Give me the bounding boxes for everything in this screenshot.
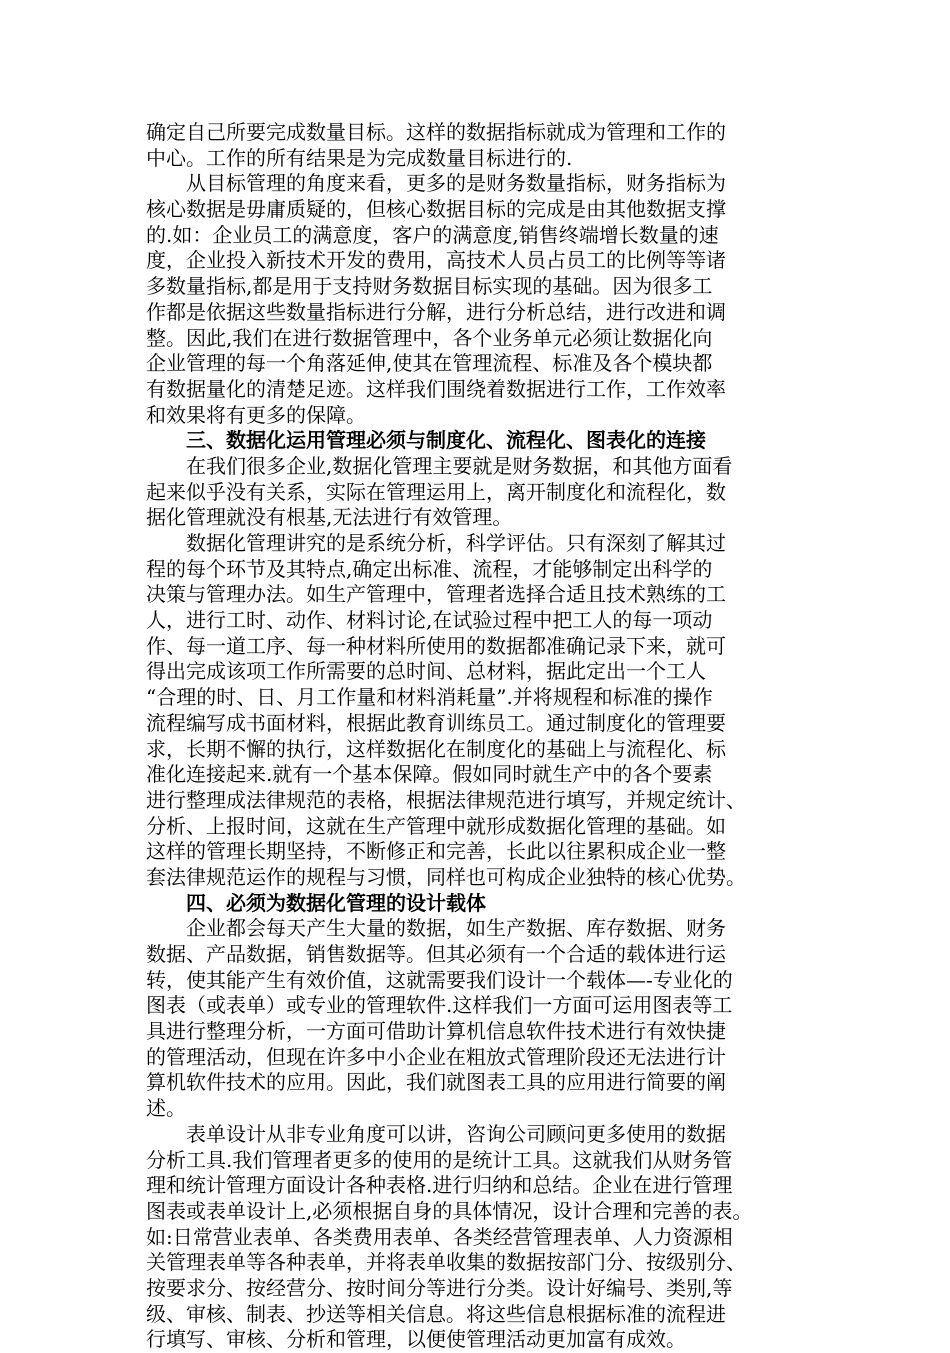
paragraph-line: 企业管理的每一个角落延伸,使其在管理流程、标准及各个模块都 [146, 351, 713, 376]
paragraph-line: 中心。工作的所有结果是为完成数量目标进行的. [146, 145, 573, 170]
paragraph-line: 分析工具.我们管理者更多的使用的是统计工具。这就我们从财务管 [146, 1147, 733, 1172]
paragraph-line: 图表（或表单）或专业的管理软件.这样我们一方面可运用图表等工 [146, 993, 733, 1018]
paragraph-line: 数据化管理讲究的是系统分析，科学评估。只有深刻了解其过 [186, 531, 726, 555]
paragraph-line: 这样的管理长期坚持，不断修正和完善，长此以往累积成企业一整 [146, 839, 726, 864]
paragraph-line: 核心数据是毋庸质疑的，但核心数据目标的完成是由其他数据支撑 [146, 197, 726, 222]
paragraph-line: 按要求分、按经营分、按时间分等进行分类。设计好编号、类别,等 [146, 1275, 733, 1300]
paragraph-line: 有数据量化的清楚足迹。这样我们围绕着数据进行工作，工作效率 [146, 376, 726, 401]
paragraph-line: 的管理活动，但现在许多中小企业在粗放式管理阶段还无法进行计 [146, 1044, 726, 1069]
paragraph-line: 起来似乎没有关系，实际在管理运用上，离开制度化和流程化，数 [146, 479, 726, 504]
document-body [146, 120, 818, 1353]
paragraph-line: 关管理表单等各种表单，并将表单收集的数据按部门分、按级别分、 [146, 1250, 746, 1275]
paragraph-line: 整。因此,我们在进行数据管理中，各个业务单元必须让数据化向 [146, 325, 713, 350]
paragraph-line: 流程编写成书面材料，根据此教育训练员工。通过制度化的管理要 [146, 710, 726, 735]
paragraph-line: 度，企业投入新技术开发的费用，高技术人员占员工的比例等等诸 [146, 248, 726, 273]
paragraph-line: 和效果将有更多的保障。 [146, 402, 366, 427]
paragraph-line: 理和统计管理方面设计各种表格.进行归纳和总结。企业在进行管理 [146, 1173, 733, 1198]
paragraph-line: 作、每一道工序、每一种材料所使用的数据都准确记录下来，就可 [146, 633, 726, 658]
paragraph-line: 级、审核、制表、抄送等相关信息。将这些信息根据标准的流程进 [146, 1301, 726, 1326]
paragraph-line: 程的每个环节及其特点,确定出标准、流程，才能够制定出科学的 [146, 556, 713, 581]
paragraph-line: 表单设计从非专业角度可以讲，咨询公司顾问更多使用的数据 [186, 1121, 726, 1146]
paragraph-line: 据化管理就没有根基,无法进行有效管理。 [146, 505, 513, 530]
paragraph-line: 套法律规范运作的规程与习惯，同样也可构成企业独特的核心优势。 [146, 864, 746, 889]
paragraph-line: 具进行整理分析，一方面可借助计算机信息软件技术进行有效快捷 [146, 1019, 726, 1044]
paragraph-line: 行填写、审核、分析和管理，以便使管理活动更加富有成效。 [146, 1327, 686, 1352]
paragraph-line: 的.如：企业员工的满意度，客户的满意度,销售终端增长数量的速 [146, 222, 719, 247]
paragraph-line: 确定自己所要完成数量目标。这样的数据指标就成为管理和工作的 [146, 120, 726, 144]
paragraph-line: 人，进行工时、动作、材料讨论,在试验过程中把工人的每一项动 [146, 608, 713, 633]
paragraph-line: 多数量指标,都是用于支持财务数据目标实现的基础。因为很多工 [146, 274, 713, 299]
paragraph-line: 述。 [146, 1096, 186, 1121]
paragraph-line: 分析、上报时间，这就在生产管理中就形成数据化管理的基础。如 [146, 813, 726, 838]
section-heading: 三、数据化运用管理必须与制度化、流程化、图表化的连接 [186, 428, 706, 453]
paragraph-line: 从目标管理的角度来看，更多的是财务数量指标，财务指标为 [186, 171, 726, 196]
paragraph-line: 在我们很多企业,数据化管理主要就是财务数据，和其他方面看 [186, 453, 733, 478]
paragraph-line: 企业都会每天产生大量的数据，如生产数据、库存数据、财务 [186, 916, 726, 941]
paragraph-line: “合理的时、日、月工作量和材料消耗量”.并将规程和标准的操作 [146, 685, 713, 710]
paragraph-line: 数据、产品数据，销售数据等。但其必须有一个合适的载体进行运 [146, 942, 726, 966]
paragraph-line: 得出完成该项工作所需要的总时间、总材料，据此定出一个工人 [146, 659, 706, 684]
paragraph-line: 转，使其能产生有效价值，这就需要我们设计一个载体—-专业化的 [146, 967, 733, 992]
paragraph-line: 图表或表单设计上,必须根据自身的具体情况，设计合理和完善的表。 [146, 1198, 753, 1223]
paragraph-line: 决策与管理办法。如生产管理中，管理者选择合适且技术熟练的工 [146, 582, 726, 607]
section-heading: 四、必须为数据化管理的设计载体 [186, 890, 486, 915]
paragraph-line: 求，长期不懈的执行，这样数据化在制度化的基础上与流程化、标 [146, 736, 726, 761]
paragraph-line: 算机软件技术的应用。因此，我们就图表工具的应用进行简要的阐 [146, 1070, 726, 1095]
paragraph-line: 准化连接起来.就有一个基本保障。假如同时就生产中的各个要素 [146, 762, 713, 787]
paragraph-line: 作都是依据这些数量指标进行分解，进行分析总结，进行改进和调 [146, 299, 726, 324]
paragraph-line: 如:日常营业表单、各类费用表单、各类经营管理表单、人力资源相 [146, 1224, 733, 1249]
paragraph-line: 进行整理成法律规范的表格，根据法律规范进行填写，并规定统计、 [146, 787, 746, 812]
